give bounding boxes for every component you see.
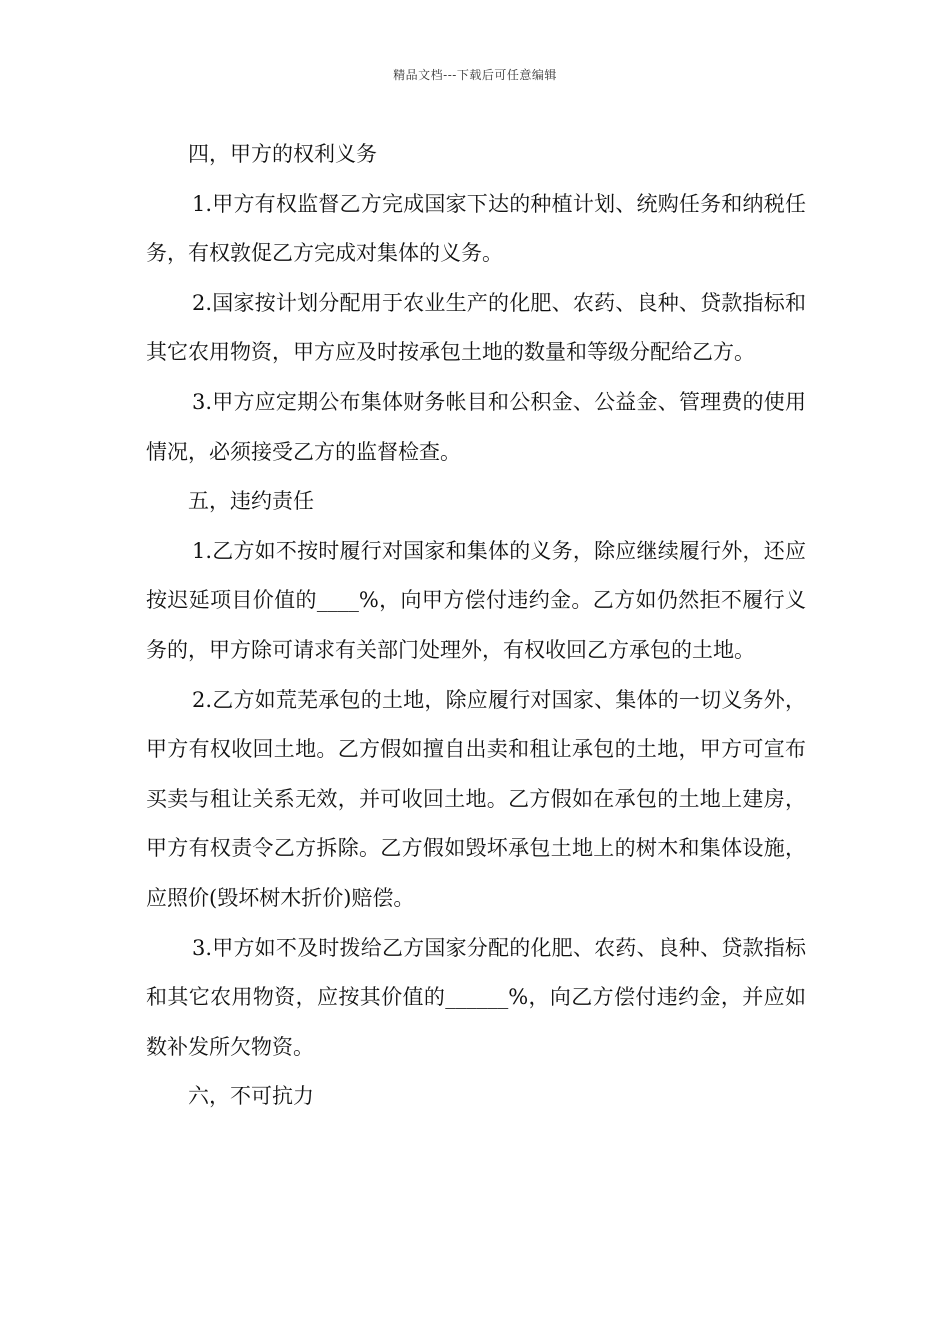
document-body bbox=[146, 130, 806, 1122]
clause-rights-3: 3.甲方应定期公布集体财务帐目和公积金、公益金、管理费的使用情况，必须接受乙方的监督检查。 bbox=[146, 389, 806, 464]
clause-rights-2: 2.国家按计划分配用于农业生产的化肥、农药、良种、贷款指标和其它农用物资，甲方应及时按承包土地的数量和等级分配给乙方。 bbox=[146, 290, 806, 365]
section-heading-rights: 四，甲方的权利义务 bbox=[188, 142, 377, 166]
clause-liability-1: 1.乙方如不按时履行对国家和集体的义务，除应继续履行外，还应按迟延项目价值的____%，向甲方偿付违约金。乙方如仍然拒不履行义务的，甲方除可请求有关部门处理外，有权收回乙方承包的土地。 bbox=[146, 538, 806, 662]
section-heading-force-majeure: 六，不可抗力 bbox=[188, 1084, 314, 1109]
clause-rights-1: 1.甲方有权监督乙方完成国家下达的种植计划、统购任务和纳税任务，有权敦促乙方完成对集体的义务。 bbox=[146, 191, 806, 266]
page-header: 精品文档---下载后可任意编辑 bbox=[393, 68, 557, 82]
clause-liability-3: 3.甲方如不及时拨给乙方国家分配的化肥、农药、良种、贷款指标和其它农用物资，应按其价值的______%，向乙方偿付违约金，并应如数补发所欠物资。 bbox=[146, 935, 806, 1059]
section-heading-liability: 五，违约责任 bbox=[188, 489, 314, 514]
clause-liability-2: 2.乙方如荒芜承包的土地，除应履行对国家、集体的一切义务外，甲方有权收回土地。乙方假如擅自出卖和租让承包的土地，甲方可宣布买卖与租让关系无效，并可收回土地。乙方假如在承包的土地上建房，甲方有权责令乙方拆除。乙方假如毁坏承包土地上的树木和集体设施，应照价(毁坏树木折价)赔偿。 bbox=[146, 687, 806, 910]
